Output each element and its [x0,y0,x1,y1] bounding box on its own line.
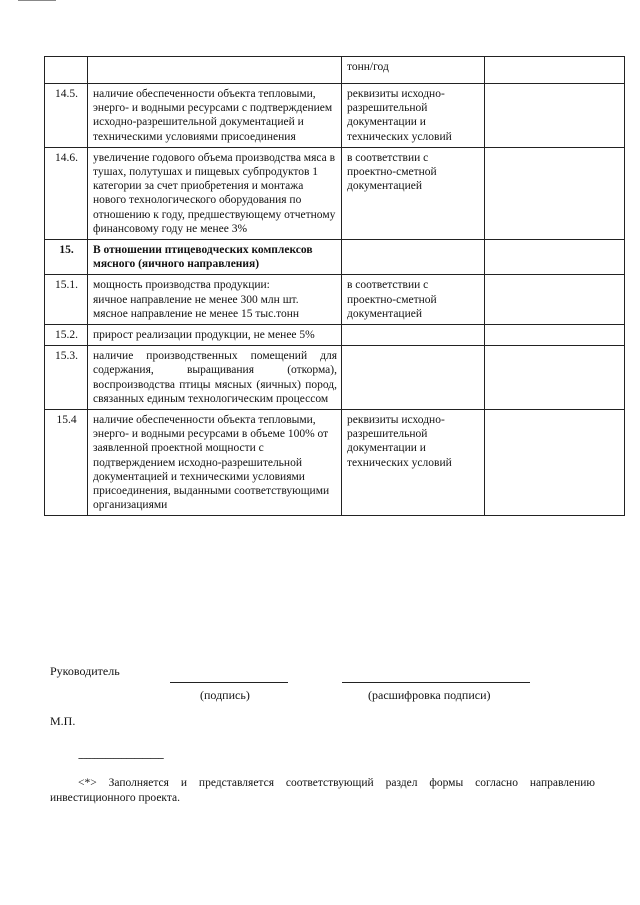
table-row [45,410,625,516]
table-row [45,346,625,410]
top-edge-mark [18,0,56,3]
criterion-cell [88,275,342,325]
value-cell[interactable] [485,275,625,325]
row-number-cell: 15.1. [45,275,88,325]
indicators-table [44,56,625,516]
table-row [45,275,625,325]
footnote-text: <*> Заполняется и представляется соответствующий раздел формы согласно направлению инвестиционного проекта. [50,777,595,804]
row-number-cell: 14.6. [45,147,88,239]
criterion-cell: наличие обеспеченности объекта тепловыми, энерго- и водными ресурсами в объеме 100% от заявленной проектной мощности с подтверждением исходно-разрешительной документацией и техническими условиями присоединения, выданными соответствующими организациями [88,410,342,516]
row-number-cell: 15.3. [45,346,88,410]
document-cell: реквизиты исходно-разрешительной документации и технических условий [342,84,485,148]
document-cell: реквизиты исходно-разрешительной документации и технических условий [342,410,485,516]
value-cell[interactable] [485,57,625,84]
value-cell[interactable] [485,346,625,410]
stamp-placeholder: М.П. [50,714,76,728]
row-number-cell: 15.2. [45,325,88,346]
document-cell: в соответствии с проектно-сметной документацией [342,147,485,239]
value-cell[interactable] [485,410,625,516]
footnote-divider: -------------------------------- [78,752,164,764]
value-cell[interactable] [485,147,625,239]
document-cell: в соответствии с проектно-сметной документацией [342,275,485,325]
document-cell [342,346,485,410]
table-row [45,57,625,84]
row-number-cell: 15. [45,240,88,275]
criterion-cell: наличие производственных помещений для содержания, выращивания (откорма), воспроизводства птицы мясных (яичных) пород, связанных единым технологическим процессом [88,346,342,410]
criterion-cell: прирост реализации продукции, не менее 5% [88,325,342,346]
criterion-line: яичное направление не менее 300 млн шт. [93,293,299,306]
signature-decode-line[interactable] [342,682,530,683]
signatory-title: Руководитель [50,664,120,678]
signature-line[interactable] [170,682,288,683]
document-cell: тонн/год [342,57,485,84]
row-number-cell [45,57,88,84]
table-row-section-header [45,240,625,275]
criterion-cell: наличие обеспеченности объекта тепловыми, энерго- и водными ресурсами с подтверждением исходно-разрешительной документацией и техническими условиями присоединения [88,84,342,148]
document-cell [342,240,485,275]
table-row [45,325,625,346]
value-cell[interactable] [485,84,625,148]
row-number-cell: 15.4 [45,410,88,516]
row-number-cell: 14.5. [45,84,88,148]
criterion-line: мясное направление не менее 15 тыс.тонн [93,307,300,320]
document-cell [342,325,485,346]
criterion-cell [88,57,342,84]
table-row [45,84,625,148]
criterion-cell: увеличение годового объема производства мяса в тушах, полутушах и пищевых субпродуктов 1 категории за счет приобретения и монтажа нового технологического оборудования по отношению к году, предшествующему отчетному финансовому году не менее 3% [88,147,342,239]
signature-decode-caption: (расшифровка подписи) [368,688,491,702]
table-row [45,147,625,239]
value-cell[interactable] [485,240,625,275]
signature-caption: (подпись) [200,688,250,702]
criterion-line: мощность производства продукции: [93,279,270,292]
section-heading-cell: В отношении птицеводческих комплексов мясного (яичного направления) [88,240,342,275]
value-cell[interactable] [485,325,625,346]
